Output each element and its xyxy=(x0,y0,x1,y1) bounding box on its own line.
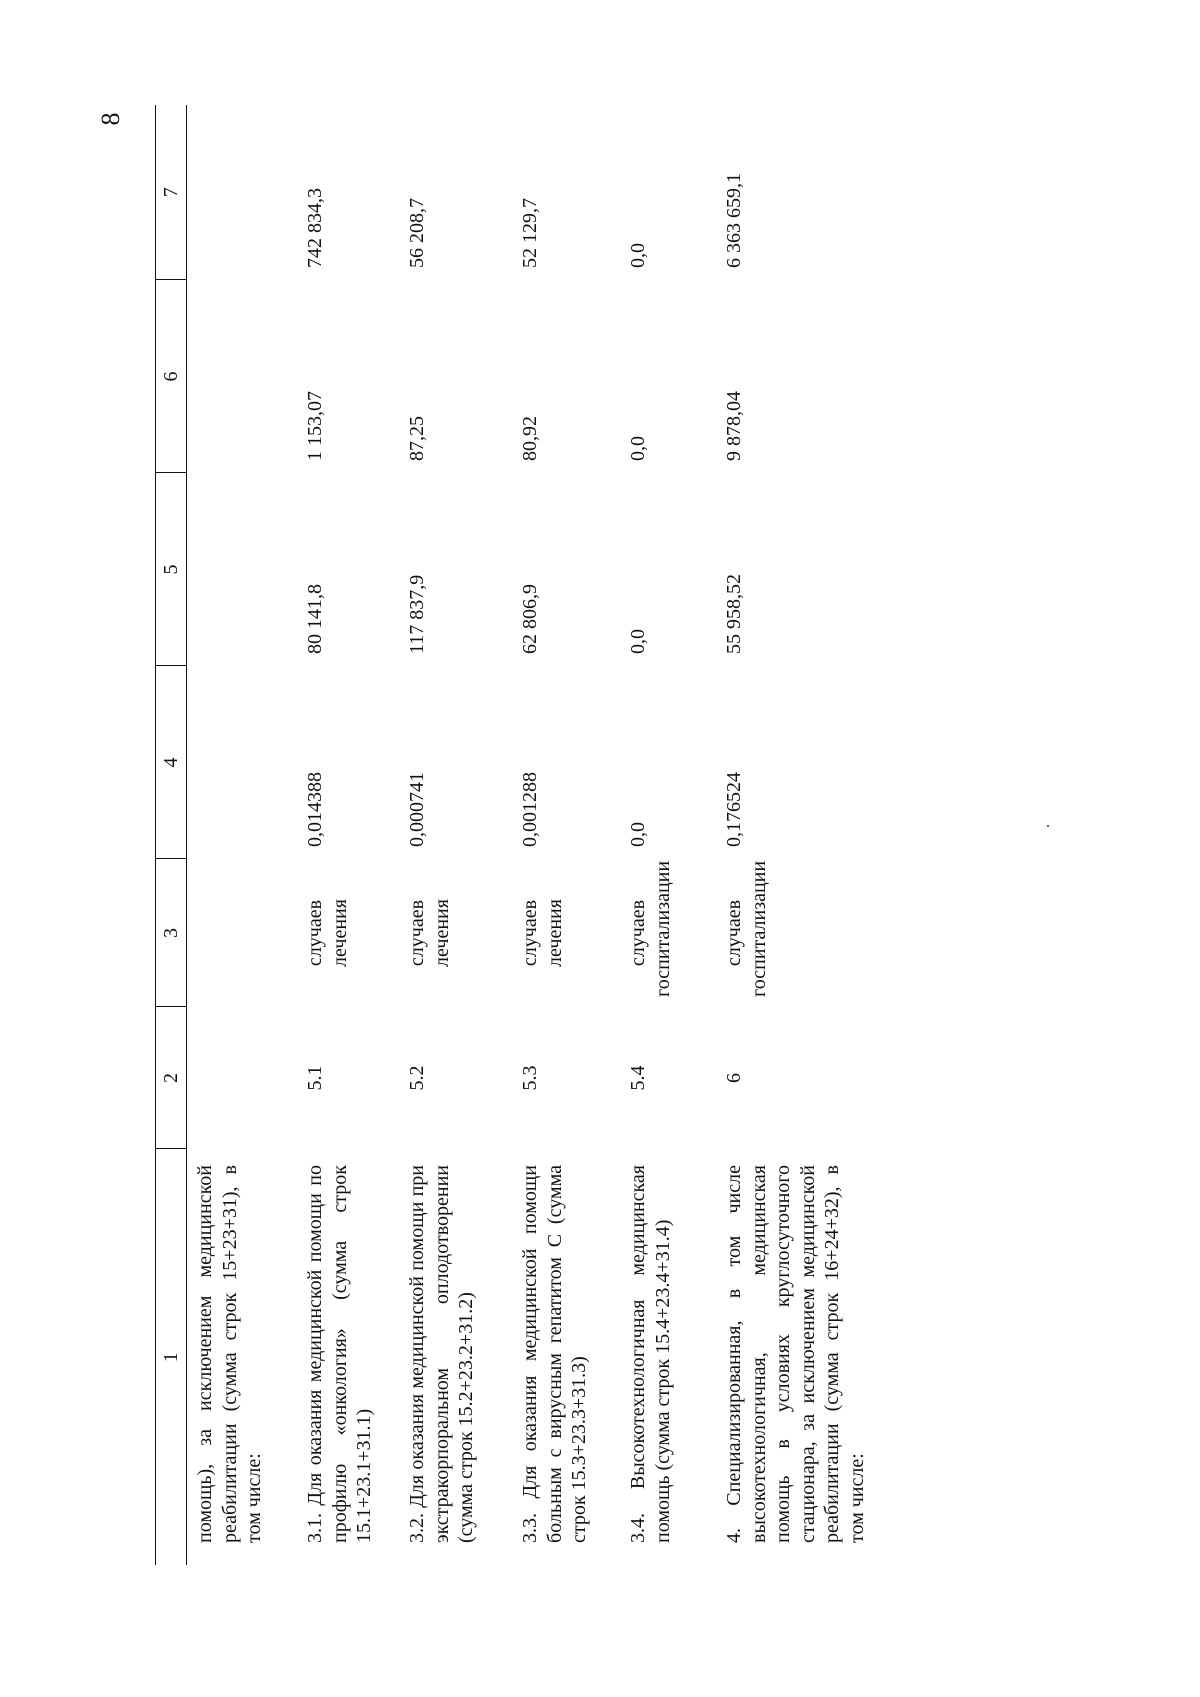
row-name: 3.4. Высокотехнологичная медицинская помощь (сумма строк 15.4+23.4+31.4) xyxy=(627,1165,674,1543)
row-code: 5.1 xyxy=(304,1065,326,1091)
row-name: 3.2. Для оказания медицинской помощи при экстракорпоральном оплодотворении (сумма строк 15.2+23.2+31.2) xyxy=(406,1165,477,1543)
row-code: 5.4 xyxy=(627,1065,649,1091)
rotated-table-container xyxy=(155,105,1165,1565)
row-value-4: 0,001288 xyxy=(519,772,541,847)
row-name: 3.3. Для оказания медицинской помощи больным с вирусным гепатитом С (сумма строк 15.3+23.3+31.3) xyxy=(519,1165,590,1543)
row-value-7: 52 129,7 xyxy=(519,198,541,268)
row-unit: случаев лечения xyxy=(519,899,566,967)
table-row xyxy=(722,105,882,1565)
table-row xyxy=(626,105,722,1565)
row-code: 5.3 xyxy=(519,1065,541,1091)
row-value-5: 117 837,9 xyxy=(406,574,428,654)
row-value-6: 87,25 xyxy=(406,416,428,461)
row-code: 5.2 xyxy=(406,1065,428,1091)
header-cell: 5 xyxy=(156,473,187,666)
row-unit: случаев лечения xyxy=(406,899,453,967)
row-value-7 xyxy=(187,105,304,280)
row-code: 6 xyxy=(723,1073,745,1083)
row-unit: случаев госпитализации xyxy=(627,860,674,997)
row-value-5 xyxy=(187,473,304,666)
row-value-6: 1 153,07 xyxy=(304,391,326,461)
row-value-6: 80,92 xyxy=(519,416,541,461)
table-row xyxy=(405,105,518,1565)
row-value-4: 0,0 xyxy=(627,822,649,847)
row-value-6 xyxy=(187,280,304,473)
page-number: 8 xyxy=(96,112,125,126)
row-value-6: 0,0 xyxy=(627,436,649,461)
row-value-4: 0,000741 xyxy=(406,772,428,847)
row-name: помощь), за исключением медицинской реабилитации (сумма строк 15+23+31), в том числе: xyxy=(194,1165,265,1543)
header-cell: 6 xyxy=(156,280,187,473)
row-value-4 xyxy=(187,666,304,859)
row-value-5: 62 806,9 xyxy=(519,584,541,654)
row-value-5: 80 141,8 xyxy=(304,584,326,654)
row-value-7: 6 363 659,1 xyxy=(723,173,745,268)
row-value-7: 742 834,3 xyxy=(304,188,326,268)
row-value-5: 55 958,52 xyxy=(723,574,745,654)
header-cell: 2 xyxy=(156,1007,187,1149)
row-value-4: 0,014388 xyxy=(304,772,326,847)
row-value-6: 9 878,04 xyxy=(723,391,745,461)
header-cell: 3 xyxy=(156,859,187,1007)
header-row xyxy=(156,105,187,1565)
header-cell: 4 xyxy=(156,666,187,859)
table-row xyxy=(303,105,405,1565)
table-row xyxy=(187,105,304,1565)
row-unit: случаев лечения xyxy=(304,899,351,967)
row-value-5: 0,0 xyxy=(627,629,649,654)
table-row xyxy=(518,105,626,1565)
data-table xyxy=(155,105,882,1565)
row-value-7: 56 208,7 xyxy=(406,198,428,268)
row-code xyxy=(187,1007,304,1149)
header-cell: 1 xyxy=(156,1149,187,1565)
row-name: 4. Специализированная, в том числе высокотехнологичная, медицинская помощь в условиях круглосуточного стационара, за исключением медицинской реабилитации (сумма строк 16+24+32), в том числе: xyxy=(723,1165,868,1543)
row-unit: случаев госпитализации xyxy=(723,860,770,997)
row-value-7: 0,0 xyxy=(627,243,649,268)
row-value-4: 0,176524 xyxy=(723,772,745,847)
header-cell: 7 xyxy=(156,105,187,280)
row-unit xyxy=(187,859,304,1007)
row-name: 3.1. Для оказания медицинской помощи по профилю «онкология» (сумма строк 15.1+23.1+31.1) xyxy=(304,1165,375,1543)
